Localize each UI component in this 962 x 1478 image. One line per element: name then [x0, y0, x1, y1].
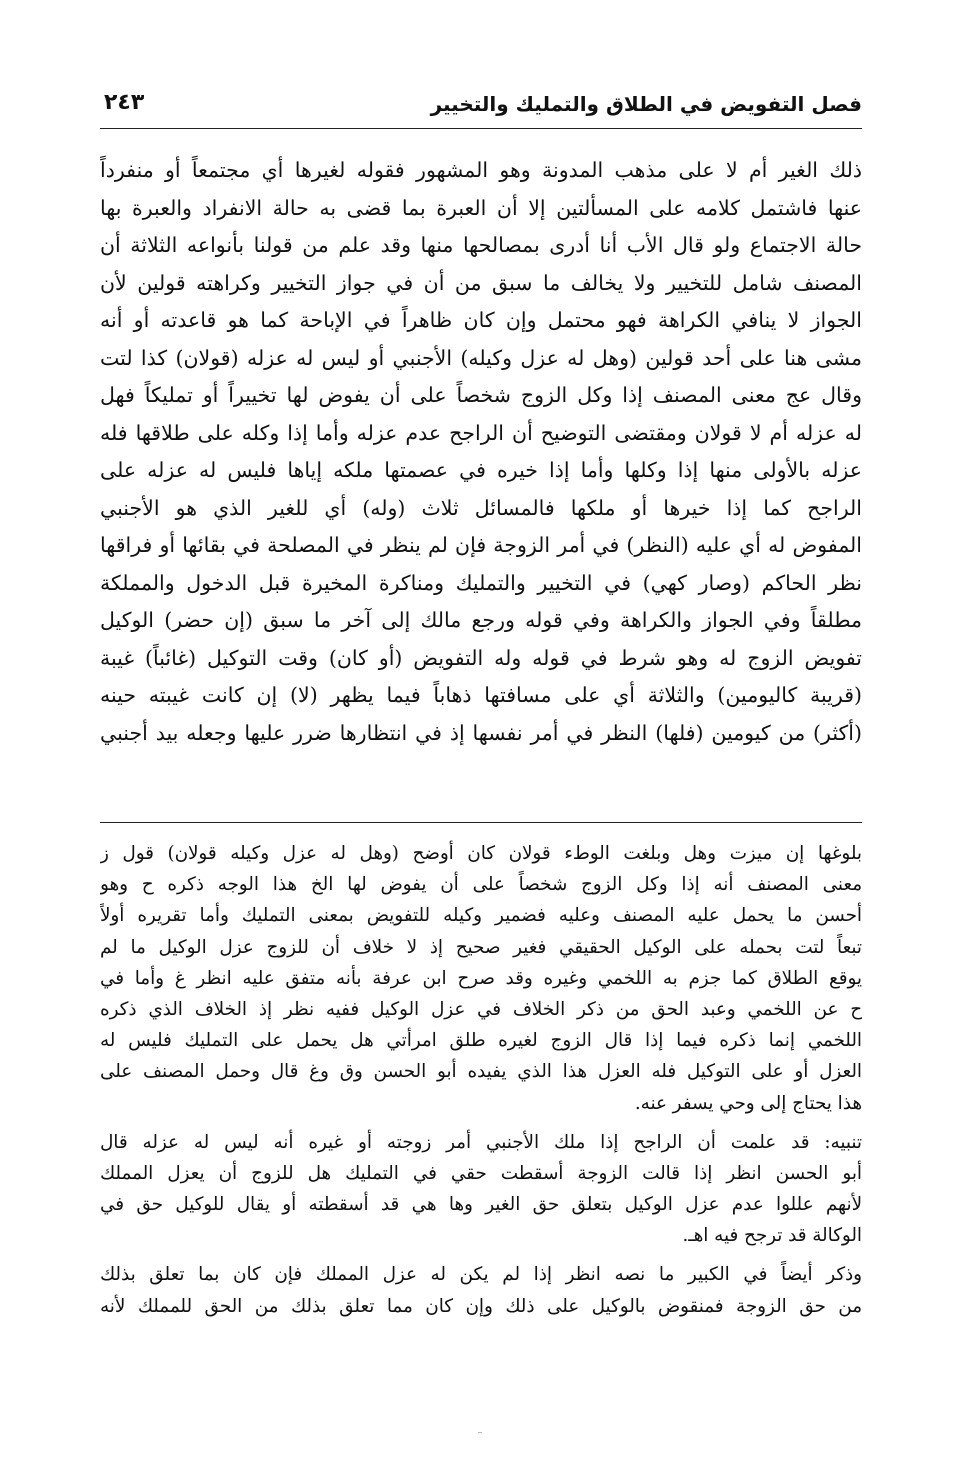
note-text-line: معنى المصنف أنه إذا وكل الزوج شخصاً على أن يفوض لها الخ هذا الوجه ذكره ح وهو	[100, 874, 862, 896]
main-text-line: وقال عج معنى المصنف إذا وكل الزوج شخصاً على أن يفوض لها تخييراً أو تمليكاً فهل	[100, 383, 862, 407]
main-text-line: الراجح كما إذا خيرها أو ملكها فالمسائل ثلاث (وله) أي للغير الذي هو الأجنبي	[100, 495, 862, 520]
note-text-line: لأنهم عللوا عدم عزل الوكيل بتعلق حق الغير وها هي قد أسقطته أو يقال للوكيل حق في	[100, 1194, 862, 1216]
note-text-line: من حق الزوجة فمنقوض بالوكيل على ذلك وإن كان مما تعلق بذلك من الحق للمملك لأنه	[100, 1295, 862, 1317]
page-number: ٢٤٣	[104, 90, 145, 115]
note-text-line: وذكر أيضاً في الكبير ما نصه انظر إذا لم يكن له عزل المملك فإن كان بما تعلق بذلك	[100, 1264, 862, 1286]
footnote-block	[100, 838, 862, 1322]
main-text-line: عزله بالأولى منها إذا وكلها وأما إذا خيره في عصمتها ملكه إياها فليس له عزله على	[100, 458, 862, 482]
note-text-line: يوقع الطلاق كما جزم به اللخمي وغيره وقد صرح ابن عرفة بأنه متفق عليه انظر غ وأما في	[100, 967, 862, 989]
note-text-line: أبو الحسن انظر إذا قالت الزوجة أسقطت حقي في التمليك هل للزوج أن يعزل المملك	[100, 1162, 862, 1184]
note-text-line: تنبيه: قد علمت أن الراجح إذا ملك الأجنبي أمر زوجته أو غيره أنه ليس له عزله قال	[100, 1131, 862, 1153]
main-text-line: (قريبة كاليومين) والثلاثة أي على مسافتها ذهاباً فيما يظهر (لا) إن كانت غيبته حينه	[100, 683, 862, 707]
paragraph-gap	[100, 1251, 862, 1259]
main-text-line: مشى هنا على أحد قولين (وهل له عزل وكيله) الأجنبي أو ليس له عزله (قولان) كذا لتت	[100, 345, 862, 370]
main-text-line: تفويض الزوج له وهو شرط في قوله وله التفويض (أو كان) وقت التوكيل (غائباً) غيبة	[100, 645, 862, 670]
main-text-line: حالة الاجتماع ولو قال الأب أنا أدرى بمصالحها منها وقد علم من قولنا بأنواعه الثلاثة أن	[100, 233, 862, 257]
note-text-line: أحسن ما يحمل عليه المصنف وعليه فضمير وكيله للتفويض بمعنى التمليك وأما تقريره أولاً	[100, 905, 862, 927]
running-header	[100, 88, 862, 129]
note-text-line: اللخمي إنما ذكره فيما إذا قال الزوج لغيره طلق امرأتي هل يحمل على التمليك فليس له	[100, 1030, 862, 1052]
footnote-divider	[100, 822, 862, 823]
note-text-line: بلوغها إن ميزت وهل وبلغت الوطء قولان كان أوضح (وهل له عزل وكيله قولان) قول ز	[100, 843, 862, 864]
note-text-line: العزل أو على التوكيل فله العزل هذا الذي يفيده أبو الحسن وق وغ قال وحمل المصنف على	[100, 1061, 862, 1083]
note-text-line: هذا يحتاج إلى وحي يسفر عنه.	[634, 1092, 862, 1114]
main-text-block	[100, 152, 862, 752]
main-text-line: (أكثر) من كيومين (فلها) النظر في أمر نفسها إذ في انتظارها ضرر عليها وجعله بيد أجنبي	[100, 720, 862, 745]
note-text-line: تبعاً لتت بحمله على الوكيل الحقيقي فغير صحيح إذ لا خلاف أن للزوج عزل الوكيل ما لم	[100, 936, 862, 958]
main-text-line: عنها فاشتمل كلامه على المسألتين إلا أن العبرة بما قضى به حالة الانفراد والعبرة بها	[100, 195, 862, 220]
note-text-line: الوكالة قد ترجح فيه اهـ.	[682, 1225, 862, 1247]
chapter-title: فصل التفويض في الطلاق والتمليك والتخيير	[430, 92, 862, 116]
main-text-line: مطلقاً وفي الجواز والكراهة وفي قوله ورجع مالك إلى آخر ما سبق (إن حضر) الوكيل	[100, 608, 862, 632]
main-text-line: المصنف شامل للتخيير ولا يخالف ما سبق من أن في جواز التخيير وكراهته قولين لأن	[100, 270, 862, 295]
scan-mark	[478, 1432, 482, 1433]
main-text-line: المفوض له أي عليه (النظر) في أمر الزوجة فإن لم ينظر في المصلحة في بقائها أو فراقها	[100, 533, 862, 557]
main-text-line: له عزله أم لا قولان ومقتضى التوضيح أن الراجح عدم عزله وأما إذا وكله على طلاقها فله	[100, 420, 862, 445]
paragraph-gap	[100, 1119, 862, 1127]
note-text-line: ح عن اللخمي وعبد الحق من ذكر الخلاف في عزل الوكيل ففيه نظر إذ الخلاف الذي ذكره	[100, 998, 862, 1020]
main-text-line: الجواز لا ينافي الكراهة فهو محتمل وإن كان ظاهراً في الإباحة كما هو قاعدته أو أنه	[100, 308, 862, 332]
main-text-line: ذلك الغير أم لا على مذهب المدونة وهو المشهور فقوله لغيرها أي مجتمعاً أو منفرداً	[100, 158, 862, 182]
main-text-line: نظر الحاكم (وصار كهي) في التخيير والتمليك ومناكرة المخيرة قبل الدخول والمملكة	[100, 570, 862, 595]
